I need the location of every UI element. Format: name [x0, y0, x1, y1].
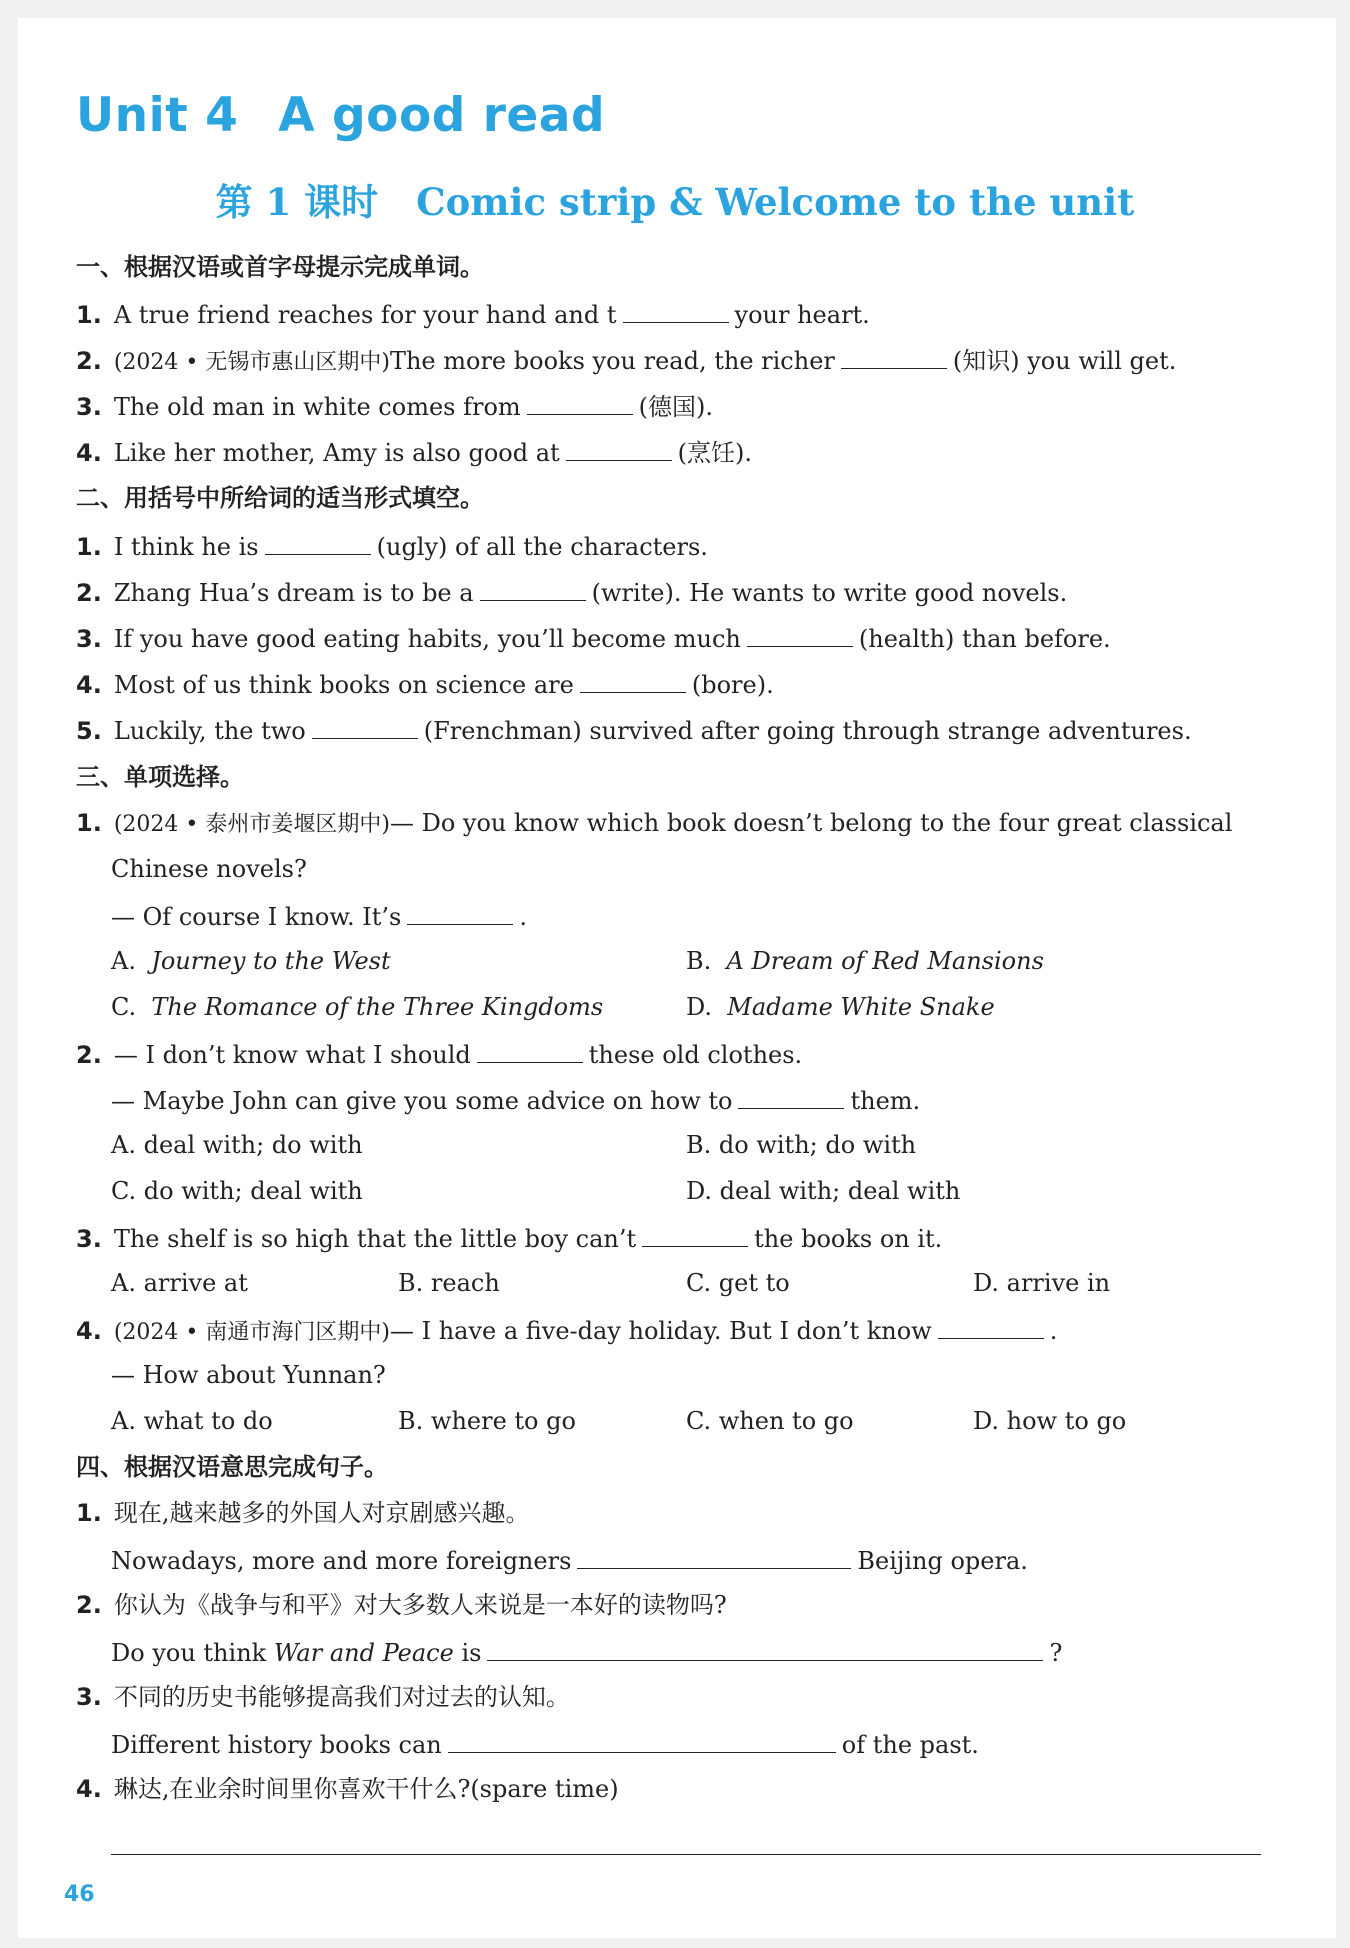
- question-text: — Of course I know. It’s: [111, 903, 402, 931]
- option-b[interactable]: [686, 946, 1044, 976]
- question-text: Different history books can: [111, 1731, 442, 1759]
- question-text: Zhang Hua’s dream is to be a: [113, 579, 474, 607]
- question-text: Luckily, the two: [113, 717, 306, 745]
- s3-q1-line2: Chinese novels?: [111, 855, 307, 883]
- option-a[interactable]: A. deal with; do with: [111, 1131, 363, 1159]
- option-letter: B.: [686, 947, 712, 975]
- question-text: Do you think: [111, 1639, 267, 1667]
- answer-blank[interactable]: [265, 530, 371, 555]
- option-b[interactable]: B. where to go: [398, 1407, 576, 1435]
- section-2-title: 二、用括号中所给词的适当形式填空。: [76, 484, 484, 512]
- question-chinese: 不同的历史书能够提高我们对过去的认知。: [113, 1683, 570, 1711]
- question-text: — I don’t know what I should: [113, 1041, 471, 1069]
- question-number: 4.: [76, 1317, 102, 1345]
- question-chinese: 琳达,在业余时间里你喜欢干什么?(spare time): [113, 1775, 619, 1803]
- option-letter: D.: [686, 993, 713, 1021]
- lesson-label: 第 1 课时: [215, 180, 379, 224]
- question-number: 4.: [76, 439, 102, 467]
- option-a[interactable]: A. what to do: [111, 1407, 273, 1435]
- answer-blank[interactable]: [566, 436, 672, 461]
- s3-question-1: [76, 808, 1232, 840]
- s1-question-4: [76, 436, 752, 468]
- question-text: of the past.: [841, 1731, 979, 1759]
- option-d[interactable]: D. how to go: [973, 1407, 1127, 1435]
- question-chinese: 你认为《战争与和平》对大多数人来说是一本好的读物吗?: [113, 1591, 727, 1619]
- answer-blank[interactable]: [623, 298, 729, 323]
- s4-q2-answer: [111, 1636, 1062, 1668]
- s2-question-1: [76, 530, 708, 562]
- question-text: (write). He wants to write good novels.: [591, 579, 1068, 607]
- option-text: Journey to the West: [151, 947, 391, 975]
- question-text: The old man in white comes from: [113, 393, 521, 421]
- question-text: your heart.: [734, 301, 870, 329]
- question-text: (bore).: [691, 671, 774, 699]
- question-number: 2.: [76, 1041, 102, 1069]
- answer-blank[interactable]: [738, 1084, 844, 1109]
- question-text: .: [1049, 1317, 1058, 1345]
- s3-question-4: [76, 1314, 1057, 1348]
- answer-blank[interactable]: [407, 900, 513, 925]
- question-text: (Frenchman) survived after going through strange adventures.: [423, 717, 1192, 745]
- s3-q1-line3: [111, 900, 527, 932]
- s2-question-5: [76, 714, 1192, 746]
- question-text: Nowadays, more and more foreigners: [111, 1547, 572, 1575]
- section-1-title: 一、根据汉语或首字母提示完成单词。: [76, 253, 484, 281]
- s1-question-2: [76, 344, 1176, 378]
- option-a[interactable]: A. arrive at: [111, 1269, 248, 1297]
- option-text: The Romance of the Three Kingdoms: [151, 993, 604, 1021]
- question-text: (知识) you will get.: [952, 347, 1177, 375]
- option-letter: C.: [111, 993, 137, 1021]
- answer-blank[interactable]: [642, 1222, 748, 1247]
- option-d[interactable]: [686, 992, 995, 1022]
- question-text: (德国).: [638, 393, 714, 421]
- answer-blank[interactable]: [312, 714, 418, 739]
- answer-blank[interactable]: [527, 390, 633, 415]
- question-chinese: 现在,越来越多的外国人对京剧感兴趣。: [113, 1499, 530, 1527]
- question-text: A true friend reaches for your hand and t: [113, 301, 617, 329]
- s4-question-3: [76, 1682, 570, 1712]
- s2-question-3: [76, 622, 1111, 654]
- question-number: 3.: [76, 1225, 102, 1253]
- option-b[interactable]: B. do with; do with: [686, 1131, 917, 1159]
- s3-question-2: [76, 1038, 802, 1070]
- s4-question-4: [76, 1774, 619, 1804]
- s2-question-4: [76, 668, 774, 700]
- question-number: 2.: [76, 1591, 102, 1619]
- unit-title: [76, 88, 605, 143]
- question-number: 4.: [76, 671, 102, 699]
- option-c[interactable]: C. when to go: [686, 1407, 854, 1435]
- question-number: 1.: [76, 809, 102, 837]
- option-a[interactable]: [111, 946, 391, 976]
- question-text: .: [519, 903, 528, 931]
- option-d[interactable]: D. deal with; deal with: [686, 1177, 961, 1205]
- question-number: 5.: [76, 717, 102, 745]
- s3-question-3: [76, 1222, 942, 1254]
- s4-q1-answer: [111, 1544, 1028, 1576]
- s4-question-1: [76, 1498, 529, 1528]
- question-source: (2024 • 南通市海门区期中): [113, 1320, 390, 1345]
- question-source: (2024 • 无锡市惠山区期中): [113, 350, 390, 375]
- s2-question-2: [76, 576, 1067, 608]
- option-c[interactable]: [111, 992, 603, 1022]
- question-source: (2024 • 泰州市姜堰区期中): [113, 812, 390, 837]
- answer-blank[interactable]: [577, 1544, 851, 1569]
- unit-name: A good read: [278, 88, 606, 143]
- answer-blank[interactable]: [448, 1728, 836, 1753]
- question-text: — Maybe John can give you some advice on how to: [111, 1087, 733, 1115]
- question-number: 2.: [76, 579, 102, 607]
- question-text: (烹饪).: [677, 439, 753, 467]
- answer-blank[interactable]: [938, 1314, 1044, 1339]
- question-number: 4.: [76, 1775, 102, 1803]
- book-title: War and Peace: [273, 1639, 454, 1667]
- answer-blank[interactable]: [477, 1038, 583, 1063]
- lesson-title: [0, 172, 1350, 226]
- option-letter: A.: [111, 947, 136, 975]
- question-number: 3.: [76, 625, 102, 653]
- question-text: The more books you read, the richer: [389, 347, 835, 375]
- s4-q3-answer: [111, 1728, 979, 1760]
- section-3-title: 三、单项选择。: [76, 763, 244, 791]
- option-c[interactable]: C. do with; deal with: [111, 1177, 363, 1205]
- question-text: — Do you know which book doesn’t belong to the four great classical: [389, 809, 1233, 837]
- question-text: them.: [850, 1087, 921, 1115]
- question-text: (health) than before.: [858, 625, 1111, 653]
- section-4-title: 四、根据汉语意思完成句子。: [76, 1453, 388, 1481]
- question-text: the books on it.: [754, 1225, 943, 1253]
- question-text: these old clothes.: [588, 1041, 803, 1069]
- answer-blank[interactable]: [841, 344, 947, 369]
- answer-blank[interactable]: [747, 622, 853, 647]
- s1-question-1: [76, 298, 870, 330]
- question-text: — I have a five-day holiday. But I don’t know: [389, 1317, 932, 1345]
- answer-blank[interactable]: [111, 1830, 1261, 1855]
- option-text: A Dream of Red Mansions: [726, 947, 1044, 975]
- question-number: 2.: [76, 347, 102, 375]
- answer-blank[interactable]: [480, 576, 586, 601]
- question-text: Like her mother, Amy is also good at: [113, 439, 560, 467]
- question-number: 3.: [76, 1683, 102, 1711]
- question-text: The shelf is so high that the little boy can’t: [113, 1225, 637, 1253]
- question-text: is: [461, 1639, 482, 1667]
- question-number: 3.: [76, 393, 102, 421]
- answer-blank[interactable]: [580, 668, 686, 693]
- question-number: 1.: [76, 301, 102, 329]
- s3-q4-line2: — How about Yunnan?: [111, 1361, 386, 1389]
- unit-label: Unit 4: [76, 88, 239, 143]
- question-text: I think he is: [113, 533, 259, 561]
- answer-blank[interactable]: [487, 1636, 1043, 1661]
- question-text: Beijing opera.: [857, 1547, 1028, 1575]
- lesson-name: Comic strip & Welcome to the unit: [416, 180, 1135, 224]
- question-text: Most of us think books on science are: [113, 671, 574, 699]
- option-c[interactable]: C. get to: [686, 1269, 790, 1297]
- s3-q2-line2: [111, 1084, 920, 1116]
- question-text: If you have good eating habits, you’ll become much: [113, 625, 741, 653]
- option-text: Madame White Snake: [727, 993, 995, 1021]
- s4-question-2: [76, 1590, 727, 1620]
- s1-question-3: [76, 390, 713, 422]
- s4-q4-answer: [111, 1830, 1261, 1862]
- option-b[interactable]: B. reach: [398, 1269, 500, 1297]
- question-number: 1.: [76, 1499, 102, 1527]
- question-text: (ugly) of all the characters.: [376, 533, 708, 561]
- option-d[interactable]: D. arrive in: [973, 1269, 1111, 1297]
- question-text: ?: [1049, 1639, 1063, 1667]
- page-number: 46: [64, 1882, 95, 1907]
- question-number: 1.: [76, 533, 102, 561]
